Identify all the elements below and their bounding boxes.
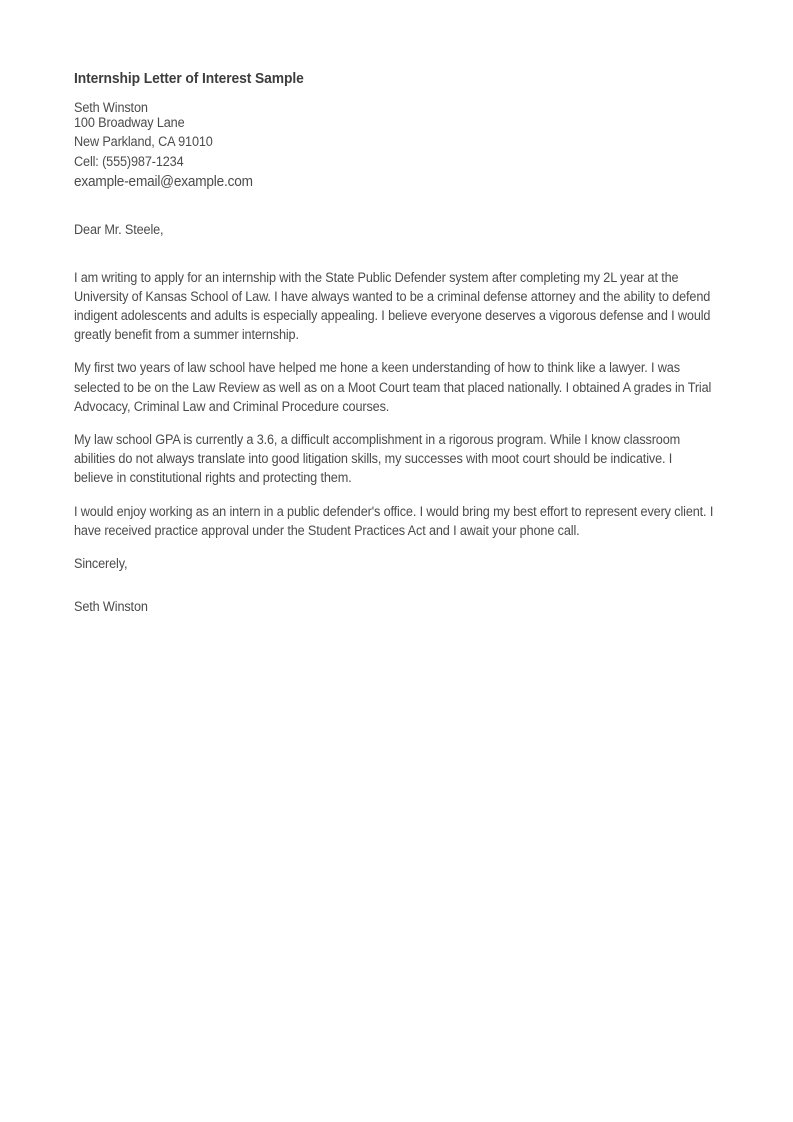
sender-city-state-zip: New Parkland, CA 91010 [74,133,213,149]
sender-name: Seth Winston [74,100,148,115]
letter-body [74,70,714,616]
body-paragraph-3: My law school GPA is currently a 3.6, a difficult accomplishment in a rigorous program. While I know classroom abilities do not always translate into good litigation skills, my successes with moot court should be indicative. I believe in constitutional rights and protecting them. [74,431,681,486]
salutation: Dear Mr. Steele, [74,221,164,237]
body-paragraph-1: I am writing to apply for an internship with the State Public Defender system after completing my 2L year at the University of Kansas School of Law. I have always wanted to be a criminal defense attorney and the ability to defend indigent adolescents and adults is especially appealing. I believe everyone deserves a vigorous defense and I would greatly benefit from a summer internship. [74,269,711,343]
sender-address-block [74,100,714,191]
sender-street: 100 Broadway Lane [74,115,185,130]
sender-email: example-email@example.com [74,174,253,190]
body-paragraph-4: I would enjoy working as an intern in a public defender's office. I would bring my best effort to represent every client. I have received practice approval under the Student Practices Act and I await your phone call. [74,503,714,538]
sender-phone: Cell: (555)987-1234 [74,153,184,169]
closing-line: Sincerely, [74,555,128,571]
body-paragraph-2: My first two years of law school have helped me hone a keen understanding of how to think like a lawyer. I was selected to be on the Law Review as well as on a Moot Court team that placed nationally. I obtained A grades in Trial Advocacy, Criminal Law and Criminal Procedure courses. [74,360,712,414]
page-title: Internship Letter of Interest Sample [74,71,304,87]
signature-name: Seth Winston [74,598,148,614]
